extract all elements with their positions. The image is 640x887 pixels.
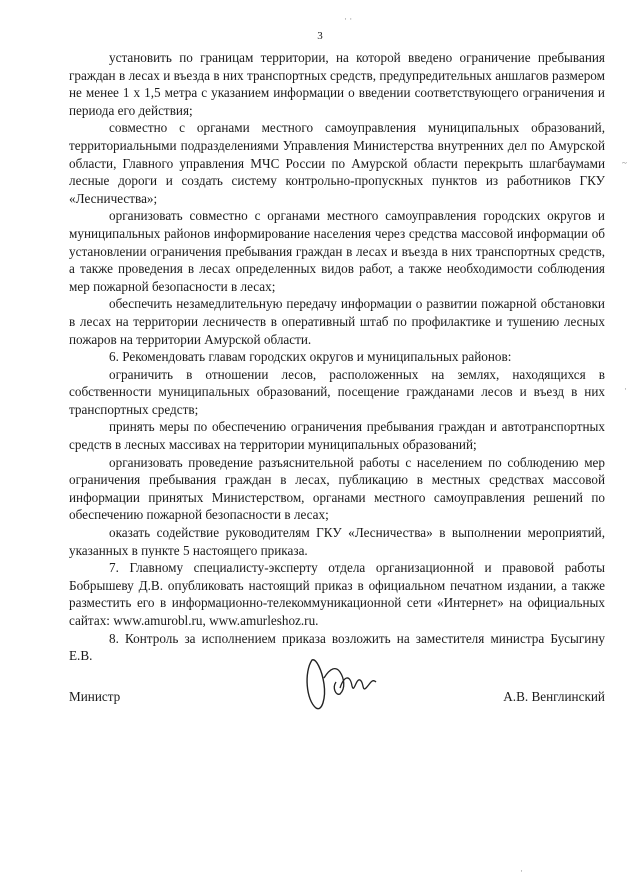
paragraph: обеспечить незамедлительную передачу информации о развитии пожарной обстановки в лесах на территории лесничеств в оперативный штаб по профилактике и тушению лесных пожаров на территории Амурской области.: [69, 296, 605, 347]
page-number: 3: [317, 30, 323, 42]
document-body: [69, 49, 605, 665]
paragraph: ограничить в отношении лесов, расположенных на землях, находящихся в собственности муниципальных образований, посещение гражданами лесов и въезд в них транспортных средств;: [69, 366, 605, 417]
paragraph: 7. Главному специалисту-эксперту отдела организационной и правовой работы Бобрышеву Д.В. опубликовать настоящий приказ в официальном печатном издании, а также разместить его в информационно-телекоммуникационной сети «Интернет» на официальных сайтах: www.amurobl.ru, www.amurleshoz.ru.: [69, 560, 605, 628]
signatory-name: А.В. Венглинский: [503, 689, 605, 704]
scan-artifact: ·: [520, 866, 523, 876]
paragraph: совместно с органами местного самоуправления муниципальных образований, территориальными подразделениями Управления Министерства внутренних дел по Амурской области, Главного управления МЧС России по Амурской области перекрыть шлагбаумами лесные дороги и создать систему контрольно-пропускных пунктов из работников ГКУ «Лесничества»;: [69, 120, 605, 206]
scan-artifact: ~: [622, 158, 627, 168]
scan-artifact: · ·: [344, 14, 353, 24]
paragraph: организовать проведение разъяснительной работы с населением по соблюдению мер ограничения пребывания граждан в лесах, публикацию в местных средствах массовой информации принятых Министерством, органами местного самоуправления решений по обеспечению пожарной безопасности в лесах;: [69, 454, 605, 523]
paragraph: организовать совместно с органами местного самоуправления городских округов и муниципальных районов информирование населения через средства массовой информации об установлении ограничения пребывания граждан в лесах и въезда в них транспортных средств, а также проведения в лесах определенных видов работ, а также необходимости соблюдения мер пожарной безопасности в лесах;: [69, 208, 605, 294]
signatory-title: Министр: [69, 689, 121, 704]
paragraph: принять меры по обеспечению ограничения пребывания граждан и автотранспортных средств в лесных массивах на территории муниципальных образований;: [69, 419, 605, 453]
handwritten-signature: [300, 648, 380, 718]
paragraph: оказать содействие руководителям ГКУ «Лесничества» в выполнении мероприятий, указанных в пункте 5 настоящего приказа.: [69, 525, 605, 558]
scan-artifact: ·: [624, 384, 627, 394]
paragraph: 6. Рекомендовать главам городских округов и муниципальных районов:: [109, 349, 512, 365]
paragraph: 8. Контроль за исполнением приказа возложить на заместителя министра Бусыгину Е.В.: [69, 630, 605, 664]
paragraph: установить по границам территории, на которой введено ограничение пребывания граждан в лесах и въезда в них транспортных средств, предупредительных аншлагов размером не менее 1 х 1,5 метра с указанием информации о введении соответствующего ограничения и периода его действия;: [69, 50, 605, 118]
